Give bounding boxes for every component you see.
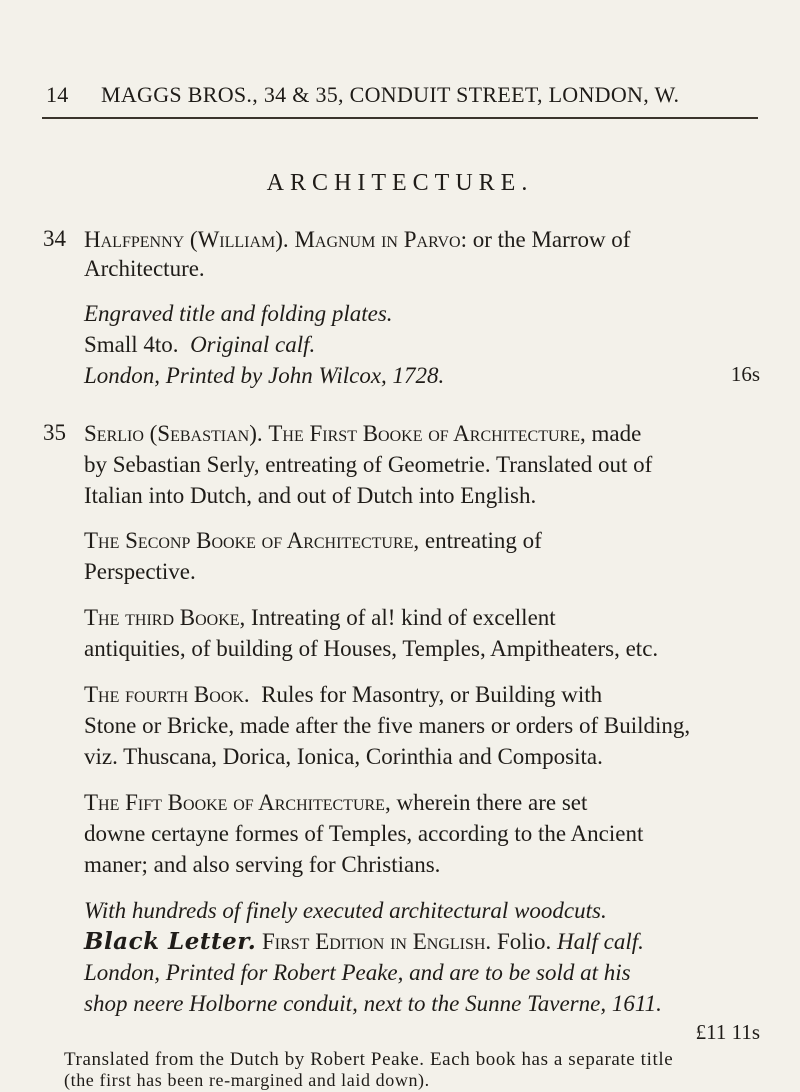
entry-format: Folio. xyxy=(496,929,552,954)
book3-line2: antiquities, of building of Houses, Temples, Ampitheaters, etc. xyxy=(84,636,659,661)
edition: First Edition in English. xyxy=(261,929,492,954)
black-letter: Black Letter. xyxy=(84,928,257,955)
note-line1: Translated from the Dutch by Robert Peake. Each book has a separate title xyxy=(64,1049,674,1070)
book4-line xyxy=(84,679,756,710)
book4-line3: viz. Thuscana, Dorica, Ionica, Corinthia and Composita. xyxy=(84,744,603,769)
book5-line3: maner; and also serving for Christians. xyxy=(84,852,441,877)
book4-rest: Rules for Masontry, or Building with xyxy=(261,682,603,707)
publisher-line: MAGGS BROS., 34 & 35, CONDUIT STREET, LONDON, W. xyxy=(101,82,680,107)
book5-line xyxy=(84,787,756,818)
book3-line xyxy=(84,602,756,633)
imprint-line2: shop neere Holborne conduit, next to the Sunne Taverne, 1611. xyxy=(84,991,662,1016)
entry-author: Serlio (Sebastian). xyxy=(84,421,263,446)
book2-title: The Seconp Booke of Architecture, xyxy=(84,528,420,553)
book1-title: The First Booke of Architecture, xyxy=(268,421,586,446)
book3-title: The third Booke, xyxy=(84,605,246,630)
entry-number: 34 xyxy=(43,226,66,251)
book2-rest: entreating of xyxy=(424,528,542,553)
entry-price: 16s xyxy=(730,362,760,386)
entry-author: Halfpenny (William). xyxy=(84,227,289,252)
note-line2: (the first has been re-margined and laid down). xyxy=(64,1070,430,1090)
book5-line2: downe certayne formes of Temples, according to the Ancient xyxy=(84,821,644,846)
entry-number: 35 xyxy=(43,420,66,445)
book1-line2: by Sebastian Serly, entreating of Geometrie. Translated out of xyxy=(84,452,653,477)
page-header xyxy=(46,82,766,108)
book1-rest: made xyxy=(591,421,642,446)
woodcuts-note: With hundreds of finely executed architectural woodcuts. xyxy=(84,898,607,923)
entry-binding: Half calf. xyxy=(557,929,644,954)
entry-plates: Engraved title and folding plates. xyxy=(84,301,393,326)
book1-line xyxy=(84,418,756,449)
book2-line xyxy=(84,525,756,556)
entry-title-rest: or the Marrow of xyxy=(472,227,631,252)
book3-rest: Intreating of al! kind of excellent xyxy=(251,605,556,630)
book4-title: The fourth Book. xyxy=(84,682,250,707)
header-rule xyxy=(42,117,758,119)
imprint-line1: London, Printed for Robert Peake, and are to be sold at his xyxy=(84,960,631,985)
book1-line3: Italian into Dutch, and out of Dutch into English. xyxy=(84,483,537,508)
section-title: ARCHITECTURE. xyxy=(266,170,534,196)
book5-title: The Fift Booke of Architecture, xyxy=(84,790,391,815)
entry-title-line2: Architecture. xyxy=(84,256,205,281)
entry-title-line xyxy=(84,224,756,255)
book4-line2: Stone or Bricke, made after the five maners or orders of Building, xyxy=(84,713,691,738)
entry-imprint: London, Printed by John Wilcox, 1728. xyxy=(84,363,445,388)
book5-rest: wherein there are set xyxy=(396,790,588,815)
entry-price: £11 11s xyxy=(695,1020,760,1044)
entry-binding: Original calf. xyxy=(190,332,316,357)
edition-line xyxy=(84,926,756,957)
page-number: 14 xyxy=(46,82,69,107)
book2-line2: Perspective. xyxy=(84,559,196,584)
entry-format-line xyxy=(84,329,756,360)
entry-format: Small 4to. xyxy=(84,332,179,357)
entry-title: Magnum in Parvo: xyxy=(294,227,467,252)
